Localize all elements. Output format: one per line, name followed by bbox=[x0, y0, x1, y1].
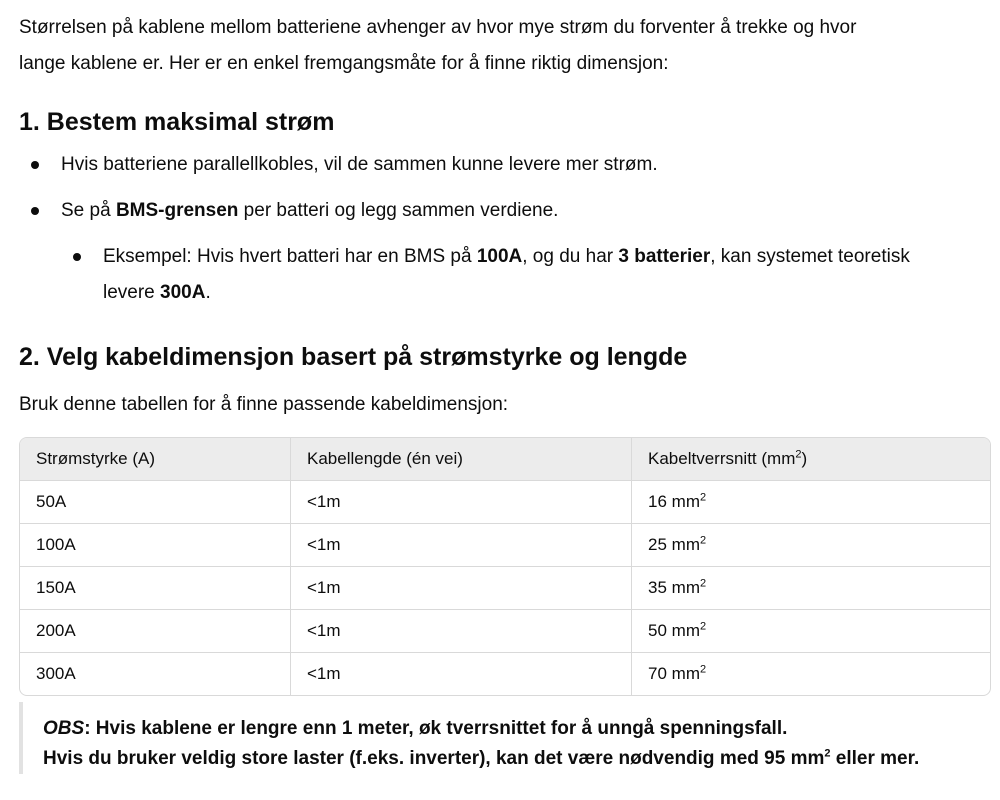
cell-size: 16 $mm^2$ bbox=[632, 481, 991, 524]
document-body bbox=[19, 10, 991, 774]
note-label: OBS bbox=[43, 718, 85, 739]
table-header-row bbox=[20, 438, 990, 481]
intro-line-2: lange kablene er. Her er en enkel fremgangsmåte for å finne riktig dimensjon: bbox=[19, 53, 669, 74]
cell-size: 25 $mm^2$ bbox=[632, 524, 991, 567]
sub-list-item: Eksempel: Hvis hvert batteri har en BMS på 100A, og du har 3 batterier, kan systemet teoretisk levere 300A. bbox=[61, 239, 991, 311]
cell-size: 50 $mm^2$ bbox=[632, 610, 991, 653]
section-2-heading: 2. Velg kabeldimensjon basert på strømstyrke og lengde bbox=[19, 343, 688, 371]
intro-line-1: Størrelsen på kablene mellom batteriene avhenger av hvor mye strøm du forventer å trekke og hvor bbox=[19, 17, 857, 38]
column-header-length: Kabellengde (én vei) bbox=[291, 438, 632, 481]
table-row bbox=[20, 653, 990, 696]
table-row bbox=[20, 524, 990, 567]
bullet-dot-icon bbox=[31, 161, 39, 169]
cell-length: <1m bbox=[291, 653, 632, 696]
list-item: Se på BMS-grensen per batteri og legg sammen verdiene. Eksempel: Hvis hvert batteri har en BMS på 100A, og du har 3 batterier, kan systemet teoretisk levere 300A. bbox=[19, 193, 991, 311]
section-1-heading: 1. Bestem maksimal strøm bbox=[19, 108, 335, 136]
cell-current: 150A bbox=[20, 567, 291, 610]
list-item: Hvis batteriene parallellkobles, vil de sammen kunne levere mer strøm. bbox=[19, 147, 991, 183]
cable-size-table bbox=[19, 437, 991, 696]
note-line-2: Hvis du bruker veldig store laster (f.eks. inverter), kan det være nødvendig med 95 $mm^2$ eller mer. bbox=[43, 747, 920, 769]
section-1-list bbox=[19, 147, 991, 311]
bullet-dot-icon bbox=[31, 207, 39, 215]
intro-paragraph bbox=[19, 10, 991, 82]
cell-current: 50A bbox=[20, 481, 291, 524]
table-row bbox=[20, 610, 990, 653]
table-row bbox=[20, 567, 990, 610]
cell-current: 100A bbox=[20, 524, 291, 567]
note-line-1: OBS: Hvis kablene er lengre enn 1 meter, øk tverrsnittet for å unngå spenningsfall. bbox=[43, 718, 788, 739]
cell-current: 200A bbox=[20, 610, 291, 653]
cell-length: <1m bbox=[291, 567, 632, 610]
table-row bbox=[20, 481, 990, 524]
column-header-cross-section: Kabeltverrsnitt $(mm^2)$ bbox=[632, 438, 991, 481]
cell-length: <1m bbox=[291, 524, 632, 567]
cell-size: 35 $mm^2$ bbox=[632, 567, 991, 610]
sub-list bbox=[61, 239, 991, 311]
cell-length: <1m bbox=[291, 610, 632, 653]
cell-size: 70 $mm^2$ bbox=[632, 653, 991, 696]
cell-length: <1m bbox=[291, 481, 632, 524]
table-intro: Bruk denne tabellen for å finne passende kabeldimensjon: bbox=[19, 394, 509, 415]
cell-current: 300A bbox=[20, 653, 291, 696]
note-blockquote bbox=[19, 702, 991, 774]
column-header-current: Strømstyrke (A) bbox=[20, 438, 291, 481]
bullet-dot-icon bbox=[73, 253, 81, 261]
